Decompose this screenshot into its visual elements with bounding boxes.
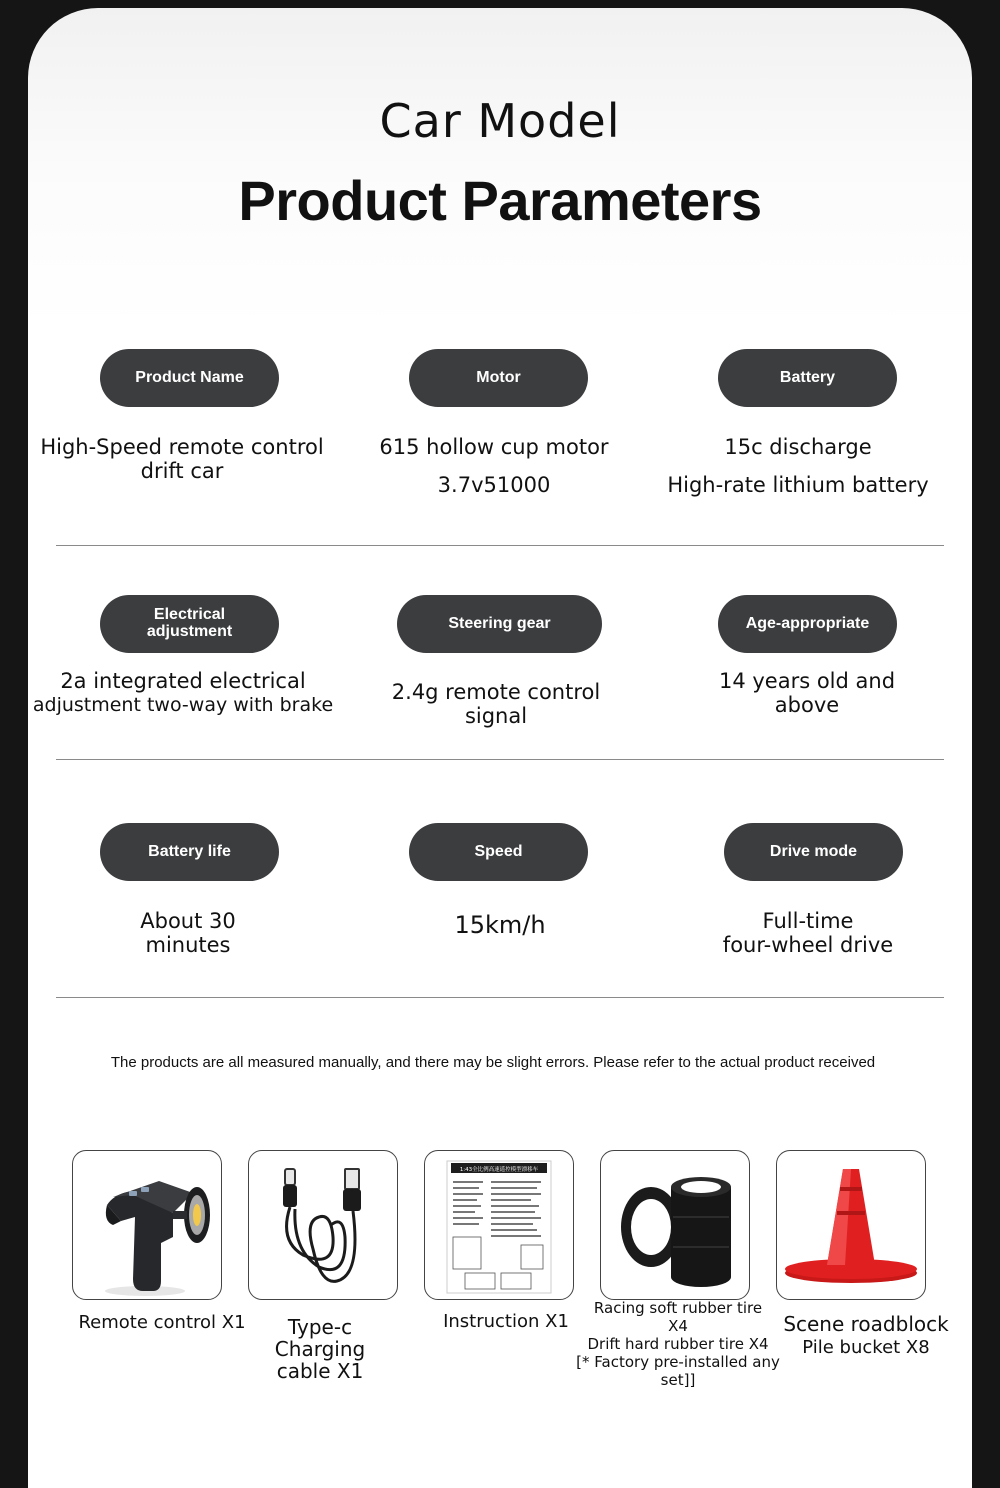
param-value-speed: 15km/h xyxy=(454,911,546,939)
accessory-caption-cable: Type-c Charging cable X1 xyxy=(274,1315,366,1383)
accessory-caption-instruction: Instruction X1 xyxy=(443,1311,569,1332)
tires-icon xyxy=(600,1150,750,1300)
param-label-electrical-adjustment: Electrical adjustment xyxy=(100,595,279,653)
param-value-battery: 15c discharge High-rate lithium battery xyxy=(667,435,929,497)
disclaimer-note: The products are all measured manually, and there may be slight errors. Please refer to the actual product received xyxy=(110,1054,876,1071)
param-label-steering-gear: Steering gear xyxy=(397,595,602,653)
param-value-motor: 615 hollow cup motor 3.7v51000 xyxy=(379,435,609,497)
accessory-caption-remote: Remote control X1 xyxy=(78,1312,246,1333)
usb-cable-icon xyxy=(248,1150,398,1300)
traffic-cone-icon xyxy=(776,1150,926,1300)
param-label-speed: Speed xyxy=(409,823,588,881)
param-value-steering-gear: 2.4g remote control signal xyxy=(391,680,601,728)
param-value-product-name: High-Speed remote control drift car xyxy=(40,435,324,483)
param-label-battery-life: Battery life xyxy=(100,823,279,881)
divider xyxy=(56,759,944,760)
param-label-product-name: Product Name xyxy=(100,349,279,407)
param-label-drive-mode: Drive mode xyxy=(724,823,903,881)
param-value-battery-life: About 30 minutes xyxy=(140,909,236,957)
page-subtitle: Car Model xyxy=(379,94,621,148)
param-label-age-appropriate: Age-appropriate xyxy=(718,595,897,653)
page-title: Product Parameters xyxy=(238,169,762,232)
param-label-battery: Battery xyxy=(718,349,897,407)
param-value-drive-mode: Full-time four-wheel drive xyxy=(722,909,894,957)
instruction-sheet-icon xyxy=(424,1150,574,1300)
accessory-caption-cone: Scene roadblock Pile bucket X8 xyxy=(783,1312,949,1358)
divider xyxy=(56,997,944,998)
remote-control-icon xyxy=(72,1150,222,1300)
param-value-age-appropriate: 14 years old and above xyxy=(718,669,896,717)
divider xyxy=(56,545,944,546)
svg-text:1:43全比例高速遥控模型漂移车: 1:43全比例高速遥控模型漂移车 xyxy=(459,1167,539,1173)
param-value-electrical-adjustment: 2a integrated electrical adjustment two-way with brake xyxy=(32,669,334,716)
param-label-motor: Motor xyxy=(409,349,588,407)
accessory-caption-tires: Racing soft rubber tire X4 Drift hard rubber tire X4 [* Factory pre-installed any set]] xyxy=(576,1299,780,1389)
